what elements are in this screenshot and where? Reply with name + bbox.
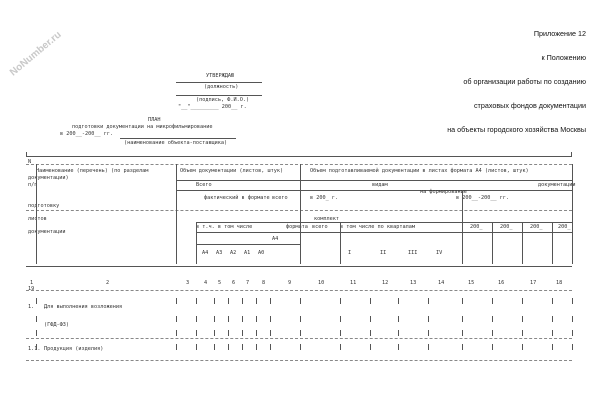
column-numbers-bottom-rule [26, 290, 572, 291]
col-name-2: документации) [28, 175, 69, 181]
table-top-rule [26, 156, 572, 157]
column-number-7: 7 [246, 280, 250, 286]
column-number-3: 3 [186, 280, 190, 286]
col-name: Наименование (перечень) (по разделам [36, 168, 149, 174]
appendix-header [366, 14, 586, 142]
column-marker [242, 298, 243, 304]
column-marker [370, 316, 371, 322]
column-marker [228, 316, 229, 322]
column-marker [572, 344, 573, 350]
column-marker [428, 298, 429, 304]
column-marker [256, 344, 257, 350]
row-1-num: 1. [28, 304, 35, 310]
col-dokumentacii: документации [538, 182, 576, 188]
format-a1: A1 [244, 250, 251, 256]
col-formata: формата [286, 224, 308, 230]
column-marker [428, 330, 429, 336]
column-marker [552, 298, 553, 304]
column-numbers-top-rule [26, 266, 572, 267]
format-a3: A3 [216, 250, 223, 256]
column-marker [214, 316, 215, 322]
col-y1: 200_ [470, 224, 483, 230]
column-number-9: 9 [288, 280, 292, 286]
col-dokumentacii-2: документации [28, 229, 66, 235]
column-number-17: 17 [530, 280, 537, 286]
column-marker [552, 330, 553, 336]
column-number-10: 10 [318, 280, 325, 286]
column-number-18: 18 [556, 280, 563, 286]
column-marker [492, 344, 493, 350]
watermark: NoNumber.ru [8, 29, 64, 79]
column-marker [176, 344, 177, 350]
column-number-4: 4 [204, 280, 208, 286]
column-marker [522, 298, 523, 304]
column-marker [370, 298, 371, 304]
row-3-num: 1.1. [28, 346, 41, 352]
row-3-label: Продукция (изделия) [44, 346, 104, 352]
col-num: N [28, 159, 32, 165]
column-marker [242, 344, 243, 350]
column-marker [552, 344, 553, 350]
column-marker [398, 344, 399, 350]
format-a0: A0 [258, 250, 265, 256]
quarter-3: III [408, 250, 418, 256]
column-number-12: 12 [382, 280, 389, 286]
column-marker [256, 316, 257, 322]
column-number-8: 8 [262, 280, 266, 286]
column-marker [492, 330, 493, 336]
column-number-2: 2 [106, 280, 110, 286]
object-hint: (наименование объекта-поставщика) [124, 140, 228, 146]
col-prepared: Объем подготавливаемой документации в листах формата A4 (листов, штук) [310, 168, 529, 174]
column-number-15: 15 [468, 280, 475, 286]
column-marker [270, 316, 271, 322]
col-v200-range: в 200__-200__ гг. [456, 195, 510, 201]
col-pp: п/п [28, 182, 38, 188]
column-marker [492, 298, 493, 304]
col-listov: листов [28, 216, 47, 222]
col-podgotovku: подготовку [28, 203, 60, 209]
col-formirovanie: на формирование [420, 189, 467, 195]
column-number-5: 5 [218, 280, 222, 286]
column-marker [196, 298, 197, 304]
column-marker [462, 298, 463, 304]
column-number-11: 11 [350, 280, 357, 286]
column-marker [572, 316, 573, 322]
column-marker [340, 344, 341, 350]
column-number-19: 19 [28, 286, 35, 292]
column-marker [300, 316, 301, 322]
column-marker [522, 316, 523, 322]
column-marker [270, 298, 271, 304]
appendix-line-3: об организации работы по созданию [463, 77, 586, 86]
column-marker [300, 298, 301, 304]
col-vsego-2: всего [272, 195, 288, 201]
column-marker [196, 330, 197, 336]
column-number-14: 14 [438, 280, 445, 286]
column-marker [36, 316, 37, 322]
col-y2: 200_ [500, 224, 513, 230]
column-marker [196, 316, 197, 322]
signature-line [176, 95, 262, 96]
column-number-16: 16 [498, 280, 505, 286]
column-marker [176, 298, 177, 304]
column-marker [462, 344, 463, 350]
column-marker [256, 298, 257, 304]
appendix-line-5: на объекты городского хозяйства Москвы [447, 125, 586, 134]
column-number-13: 13 [410, 280, 417, 286]
quarter-2: II [380, 250, 387, 256]
column-marker [572, 330, 573, 336]
column-number-1: 1 [30, 280, 34, 286]
col-po-kv: в том числе по кварталам [340, 224, 415, 230]
column-marker [242, 330, 243, 336]
position-hint: (должность) [204, 84, 239, 90]
col-vsego: Всего [196, 182, 212, 188]
column-marker [340, 298, 341, 304]
row-2-label: (ГФД-ФЗ) [44, 322, 69, 328]
column-marker [196, 344, 197, 350]
column-marker [462, 316, 463, 322]
column-marker [214, 344, 215, 350]
signature-hint: (подпись, Ф.И.О.) [196, 97, 250, 103]
col-komplekt: комплект [314, 216, 339, 222]
column-marker [36, 344, 37, 350]
col-y3: 200_ [530, 224, 543, 230]
column-marker [300, 344, 301, 350]
column-marker [572, 298, 573, 304]
column-marker [340, 316, 341, 322]
column-marker [428, 344, 429, 350]
column-marker [176, 316, 177, 322]
appendix-line-4: страховых фондов документации [473, 101, 586, 110]
approval-date: "__"_________ 200__ г. [178, 104, 247, 110]
column-marker [36, 298, 37, 304]
column-marker [522, 344, 523, 350]
col-v-tom-chisle: в т.ч. в том числе [196, 224, 253, 230]
row-1-label: Для выполнения возложения [44, 304, 123, 310]
col-volume: Объем документации (листов, штук) [180, 168, 284, 174]
column-marker [214, 330, 215, 336]
plan-title: ПЛАН [148, 117, 161, 123]
plan-period: в 200__-200__ гг. [60, 131, 114, 137]
column-marker [340, 330, 341, 336]
col-fakt: фактический в формате [204, 195, 270, 201]
col-v200: в 200_ г. [310, 195, 339, 201]
column-marker [270, 344, 271, 350]
column-marker [398, 330, 399, 336]
column-marker [228, 330, 229, 336]
approve-label: УТВЕРЖДАЮ [206, 73, 235, 79]
appendix-line-2: к Положению [541, 53, 586, 62]
format-a4: A4 [202, 250, 209, 256]
col-y4: 200_ [558, 224, 571, 230]
column-marker [36, 330, 37, 336]
column-number-6: 6 [232, 280, 236, 286]
plan-subtitle: подготовки документации на микрофильмирование [72, 124, 213, 130]
column-marker [256, 330, 257, 336]
col-a4: A4 [272, 236, 279, 242]
format-a2: A2 [230, 250, 237, 256]
column-marker [228, 344, 229, 350]
column-marker [398, 298, 399, 304]
col-vidam: видам [372, 182, 388, 188]
appendix-line-1: Приложение 12 [533, 29, 586, 38]
column-marker [428, 316, 429, 322]
column-marker [398, 316, 399, 322]
column-marker [552, 316, 553, 322]
column-marker [462, 330, 463, 336]
column-marker [176, 330, 177, 336]
column-marker [242, 316, 243, 322]
object-line [120, 138, 236, 139]
quarter-1: I [348, 250, 352, 256]
column-marker [214, 298, 215, 304]
column-marker [522, 330, 523, 336]
column-marker [270, 330, 271, 336]
quarter-4: IV [436, 250, 443, 256]
column-marker [228, 298, 229, 304]
column-marker [300, 330, 301, 336]
col-vsego-3: всего [312, 224, 328, 230]
column-marker [492, 316, 493, 322]
column-marker [370, 344, 371, 350]
column-marker [370, 330, 371, 336]
position-line [176, 82, 262, 83]
